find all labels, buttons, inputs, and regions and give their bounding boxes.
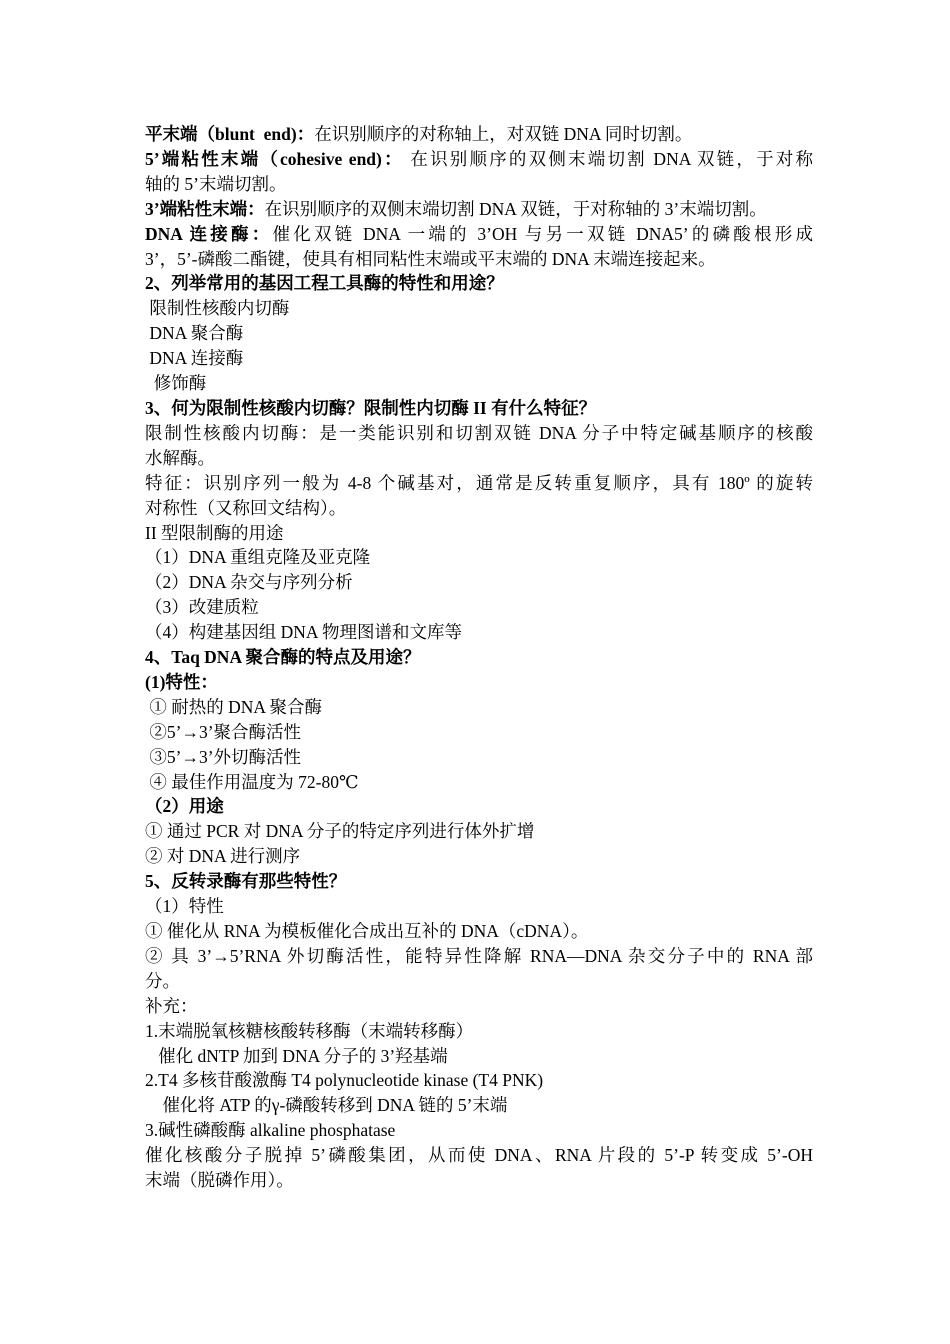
supplement-item: 1.末端脱氧核糖核酸转移酶（末端转移酶）	[145, 1020, 474, 1041]
term-blunt-end: 平末端（blunt end)：	[145, 124, 315, 144]
definition-5-cohesive-end	[145, 147, 813, 172]
list-item: （4）构建基因组 DNA 物理图谱和文库等	[145, 622, 462, 643]
definition-5-cohesive-end-text: 在识别顺序的双侧末端切割 DNA 双链，于对称	[403, 148, 813, 169]
list-item: （3）改建质粒	[145, 597, 259, 618]
definition-5-cohesive-end-cont: 轴的 5’末端切割。	[145, 173, 287, 194]
supplement-title: 补充：	[145, 995, 198, 1016]
q5-subtitle: （1）特性	[145, 896, 224, 917]
definition-blunt-end-text: 在识别顺序的对称轴上，对双链 DNA 同时切割。	[314, 124, 693, 144]
question-5-heading: 5、反转录酶有那些特性？	[145, 871, 347, 892]
q3-features: 特征：识别序列一般为 4-8 个碱基对，通常是反转重复顺序，具有 180º 的旋转	[145, 472, 813, 493]
q4-features-title: (1)特性：	[145, 671, 218, 692]
q5-point-1: ① 催化从 RNA 为模板催化合成出互补的 DNA（cDNA）。	[145, 921, 589, 941]
q3-definition-cont: 水解酶。	[145, 447, 215, 468]
supplement-item-desc: 催化核酸分子脱掉 5’磷酸集团，从而使 DNA、RNA 片段的 5’-P 转变成 5’-OH	[145, 1145, 813, 1166]
definition-dna-ligase	[145, 222, 813, 247]
list-item: （1）DNA 重组克隆及亚克隆	[145, 547, 371, 568]
q3-features-cont: 对称性（又称回文结构）。	[145, 497, 347, 518]
list-item: DNA 连接酶	[145, 348, 244, 369]
list-item: ④ 最佳作用温度为 72-80℃	[145, 771, 359, 792]
term-dna-ligase: DNA 连接酶：	[145, 223, 273, 244]
definition-3-cohesive-end	[145, 197, 813, 222]
term-3-cohesive-end: 3’端粘性末端：	[145, 198, 265, 219]
supplement-item-desc: 催化将 ATP 的γ-磷酸转移到 DNA 链的 5’末端	[145, 1095, 508, 1116]
q3-definition: 限制性核酸内切酶：是一类能识别和切割双链 DNA 分子中特定碱基顺序的核酸	[145, 422, 813, 443]
list-item: 修饰酶	[145, 373, 207, 394]
question-4-heading: 4、Taq DNA 聚合酶的特点及用途？	[145, 647, 421, 668]
list-item: ②5’→3’聚合酶活性	[145, 721, 302, 742]
supplement-item-desc: 催化 dNTP 加到 DNA 分子的 3’羟基端	[145, 1045, 448, 1066]
q5-point-2-cont: 分。	[145, 970, 180, 991]
list-item: ① 耐热的 DNA 聚合酶	[145, 696, 322, 717]
list-item: 限制性核酸内切酶	[145, 298, 290, 319]
supplement-item: 3.碱性磷酸酶 alkaline phosphatase	[145, 1120, 396, 1141]
list-item: ② 对 DNA 进行测序	[145, 846, 301, 867]
q4-uses-title: （2）用途	[145, 796, 224, 817]
list-item: ③5’→3’外切酶活性	[145, 746, 302, 767]
document-page	[145, 122, 813, 1193]
definition-blunt-end	[145, 122, 813, 147]
question-3-heading: 3、何为限制性核酸内切酶？限制性内切酶 II 有什么特征？	[145, 397, 597, 418]
definition-3-cohesive-end-text: 在识别顺序的双侧末端切割 DNA 双链，于对称轴的 3’末端切割。	[264, 198, 767, 219]
q5-point-2: ② 具 3’→5’RNA 外切酶活性，能特异性降解 RNA—DNA 杂交分子中的 RNA 部	[145, 945, 813, 966]
term-5-cohesive-end: 5’端粘性末端（cohesive end)：	[145, 148, 404, 169]
question-2-heading: 2、列举常用的基因工程工具酶的特性和用途？	[145, 273, 504, 294]
list-item: ① 通过 PCR 对 DNA 分子的特定序列进行体外扩增	[145, 821, 535, 842]
q3-uses-title: II 型限制酶的用途	[145, 522, 284, 543]
definition-dna-ligase-cont: 3’，5’-磷酸二酯键，使具有相同粘性末端或平末端的 DNA 末端连接起来。	[145, 248, 716, 269]
supplement-item: 2.T4 多核苷酸激酶 T4 polynucleotide kinase (T4 PNK)	[145, 1070, 544, 1091]
list-item: （2）DNA 杂交与序列分析	[145, 572, 353, 593]
supplement-item-desc-cont: 末端（脱磷作用）。	[145, 1170, 294, 1191]
list-item: DNA 聚合酶	[145, 323, 244, 344]
definition-dna-ligase-text: 催化双链 DNA 一端的 3’OH 与另一双链 DNA5’的磷酸根形成	[272, 223, 813, 244]
